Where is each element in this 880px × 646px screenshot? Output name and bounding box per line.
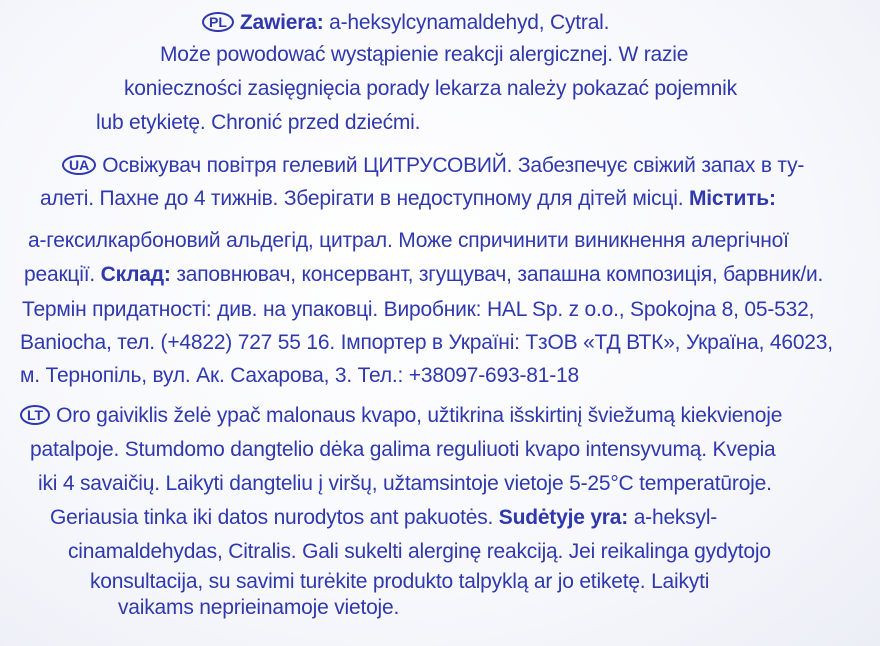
lt-line-6: konsultacija, su savimi turėkite produkto talpyklą ar jo etiketę. Laikyti bbox=[90, 570, 710, 593]
ua-line-2 bbox=[40, 186, 776, 212]
lt-line-4 bbox=[50, 505, 717, 531]
ua-badge: UA bbox=[62, 155, 96, 175]
pl-contains-label: Zawiera: bbox=[239, 11, 324, 34]
ua-line-1 bbox=[62, 153, 804, 179]
lt-line-2: patalpoje. Stumdomo dangtelio dėka galima reguliuoti kvapo intensyvumą. Kvepia bbox=[30, 438, 776, 461]
ua-line-7: м. Тернопіль, вул. Ак. Сахарова, 3. Тел.: +38097-693-81-18 bbox=[20, 364, 579, 387]
lt-contains-label: Sudėtyje yra: bbox=[498, 506, 629, 529]
ua-line-5: Термін придатності: див. на упаковці. Виробник: HAL Sp. z o.o., Spokojna 8, 05-532, bbox=[22, 298, 815, 321]
pl-line-2: Może powodować wystąpienie reakcji alergicznej. W razie bbox=[160, 43, 689, 66]
ua-line-4-text-2: заповнювач, консервант, згущувач, запашна композиція, барвник/и. bbox=[170, 263, 824, 286]
ua-line-2-text: алеті. Пахне до 4 тижнів. Зберігати в недоступному для дітей місці. bbox=[40, 187, 689, 210]
pl-line-3: konieczności zasięgnięcia porady lekarza należy pokazać pojemnik bbox=[124, 77, 737, 100]
lt-line-7: vaikams neprieinamoje vietoje. bbox=[118, 596, 400, 619]
ua-line-4-text-1: реакції. bbox=[24, 263, 101, 286]
lt-line-5: cinamaldehydas, Citralis. Gali sukelti alerginę reakciją. Jei reikalinga gydytojo bbox=[68, 540, 771, 563]
lt-line-4-text: Geriausia tinka iki datos nurodytos ant pakuotės. bbox=[50, 506, 499, 529]
pl-contains-text: a-heksylcynamaldehyd, Cytral. bbox=[323, 11, 610, 34]
ua-line-3: а-гексилкарбоновий альдегід, цитрал. Може спричинити виникнення алергічної bbox=[28, 229, 789, 252]
ua-line-6: Baniocha, тел. (+4822) 727 55 16. Імпортер в Україні: ТзОВ «ТД ВТК», Україна, 46023, bbox=[20, 331, 833, 354]
ua-line-1-text: Освіжувач повітря гелевий ЦИТРУСОВИЙ. Забезпечує свіжий запах в ту- bbox=[102, 154, 805, 177]
ua-composition-label: Склад: bbox=[100, 263, 171, 286]
pl-badge: PL bbox=[202, 12, 234, 32]
lt-line-1-text: Oro gaiviklis želė ypač malonaus kvapo, užtikrina išskirtinį šviežumą kiekvienoje bbox=[56, 404, 783, 427]
pl-line-1 bbox=[202, 10, 609, 36]
lt-line-1 bbox=[20, 403, 782, 429]
lt-badge: LT bbox=[20, 405, 50, 425]
pl-line-4: lub etykietę. Chronić przed dziećmi. bbox=[96, 111, 421, 134]
ua-contains-label: Містить: bbox=[689, 187, 776, 210]
ua-line-4 bbox=[24, 262, 823, 288]
lt-line-4-text-2: a-heksyl- bbox=[628, 506, 718, 529]
lt-line-3: iki 4 savaičių. Laikyti dangteliu į viršų, užtamsintoje vietoje 5-25°C temperatūroje. bbox=[38, 472, 772, 495]
